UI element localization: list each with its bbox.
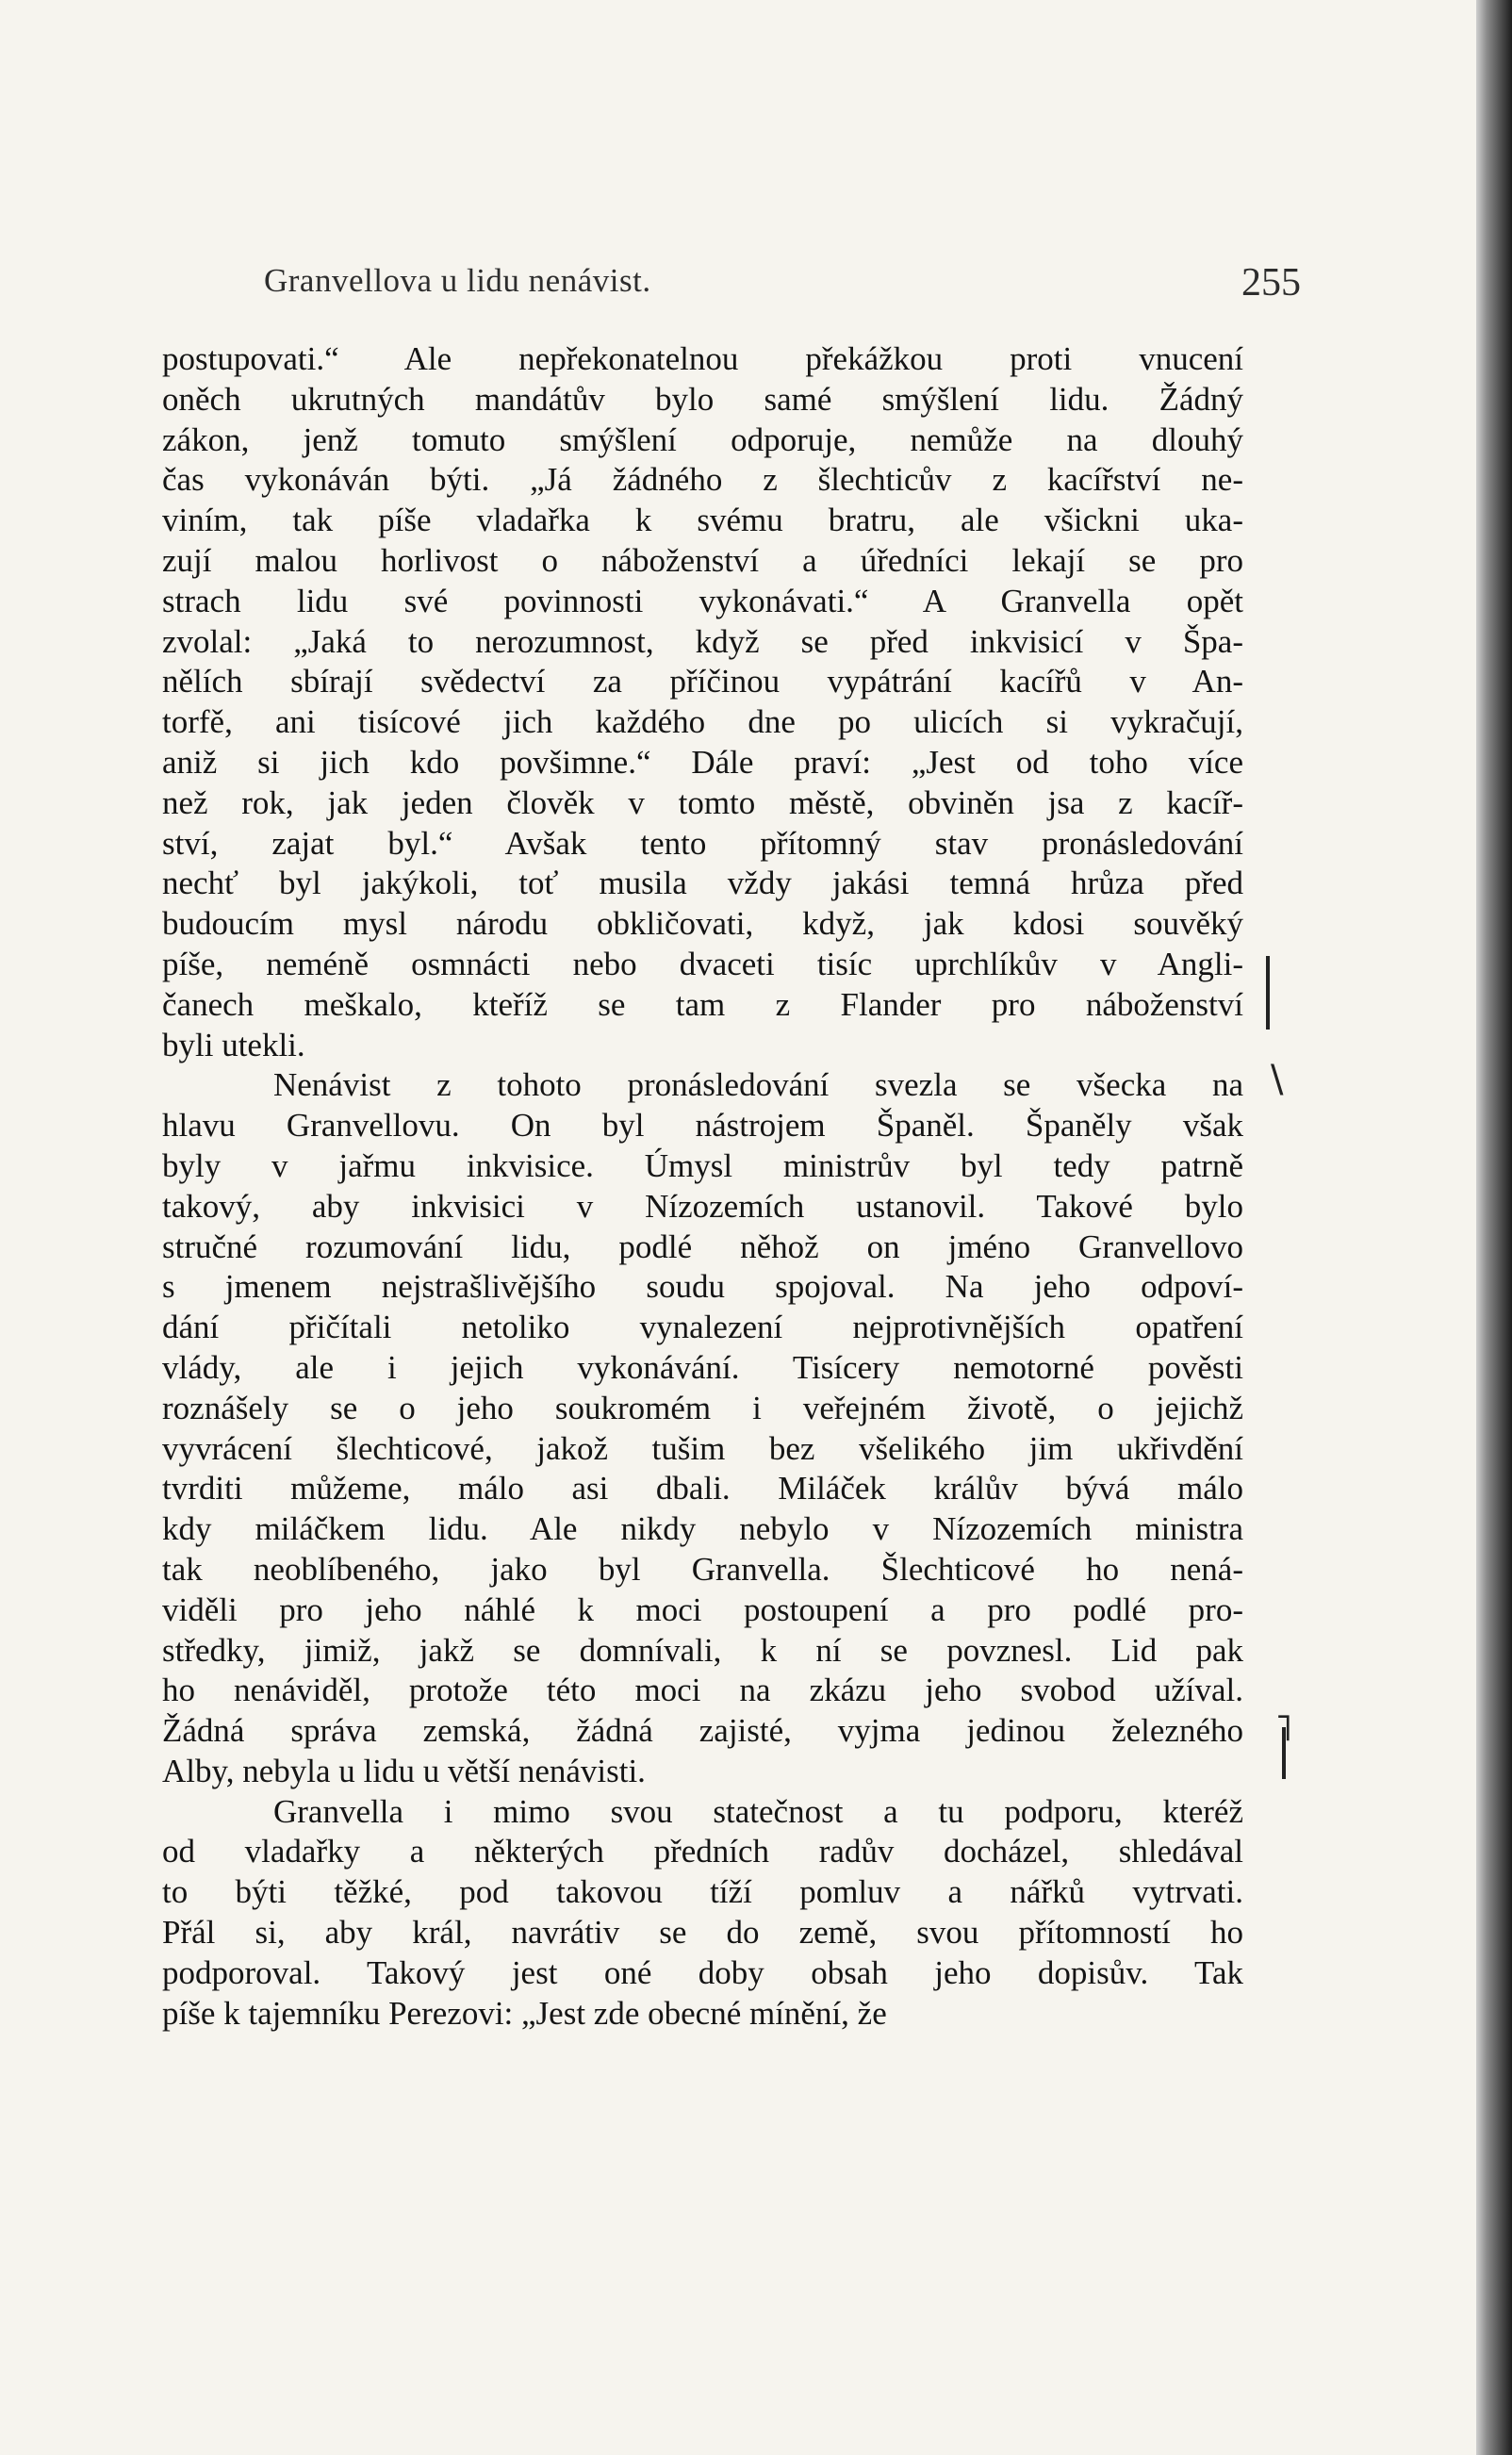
text-line: postupovati.“ Ale nepřekonatelnou překážkou proti vnucení bbox=[162, 340, 1243, 377]
text-line: dání přičítali netoliko vynalezení nejprotivnějších opatření bbox=[162, 1309, 1243, 1346]
text-line: viním, tak píše vladařka k svému bratru, ale všickni uka- bbox=[162, 502, 1243, 539]
body-text bbox=[162, 339, 1243, 2034]
text-line: byly v jařmu inkvisice. Úmysl ministrův byl tedy patrně bbox=[162, 1146, 1243, 1184]
text-line: tak neoblíbeného, jako byl Granvella. Šlechticové ho nená- bbox=[162, 1550, 1243, 1588]
text-line: Alby, nebyla u lidu u větší nenávisti. bbox=[162, 1752, 646, 1789]
margin-bracket bbox=[1257, 956, 1270, 1030]
text-line: tvrditi můžeme, málo asi dbali. Miláček králův bývá málo bbox=[162, 1470, 1243, 1508]
text-line: ho nenáviděl, protože této moci na zkázu jeho svobod užíval. bbox=[162, 1672, 1243, 1709]
text-line: zují malou horlivost o náboženství a úředníci lekají se pro bbox=[162, 541, 1243, 579]
text-line: to býti těžké, pod takovou tíží pomluv a nářků vytrvati. bbox=[162, 1873, 1243, 1911]
text-line: zvolal: „Jaká to nerozumnost, když se před inkvisicí v Špa- bbox=[162, 622, 1243, 660]
text-line: aniž si jich kdo povšimne.“ Dále praví: „Jest od toho více bbox=[162, 743, 1243, 781]
text-line: čanech meškalo, kteříž se tam z Flander pro náboženství bbox=[162, 985, 1243, 1023]
margin-bracket bbox=[1273, 1727, 1286, 1779]
text-line: od vladařky a některých předních radův docházel, shledával bbox=[162, 1833, 1243, 1870]
text-line: píše k tajemníku Perezovi: „Jest zde obecné mínění, že bbox=[162, 1994, 887, 2032]
text-line: kdy miláčkem lidu. Ale nikdy nebylo v Nízozemích ministra bbox=[162, 1510, 1243, 1548]
text-line: vyvrácení šlechticové, jakož tušim bez všelikého jim ukřivdění bbox=[162, 1429, 1243, 1467]
text-line: podporoval. Takový jest oné doby obsah jeho dopisův. Tak bbox=[162, 1953, 1243, 1991]
margin-tick-mark: \ bbox=[1271, 1058, 1284, 1101]
text-line: Nenávist z tohoto pronásledování svezla se všecka na bbox=[273, 1066, 1243, 1104]
text-line: nělích sbírají svědectví za příčinou vypátrání kacířů v An- bbox=[162, 663, 1243, 700]
text-line: než rok, jak jeden člověk v tomto městě, obviněn jsa z kacíř- bbox=[162, 783, 1243, 821]
text-line: budoucím mysl národu obkličovati, když, jak kdosi souvěký bbox=[162, 905, 1243, 943]
text-line: oněch ukrutných mandátův bylo samé smýšlení lidu. Žádný bbox=[162, 380, 1243, 418]
text-line: byli utekli. bbox=[162, 1026, 305, 1063]
text-line: strach lidu své povinnosti vykonávati.“ A Granvella opět bbox=[162, 582, 1243, 619]
page-number: 255 bbox=[1241, 261, 1301, 305]
running-head bbox=[264, 262, 1301, 309]
text-line: takový, aby inkvisici v Nízozemích ustanovil. Takové bylo bbox=[162, 1187, 1243, 1225]
text-line: Přál si, aby král, navrátiv se do země, svou přítomností ho bbox=[162, 1914, 1243, 1952]
text-line: nechť byl jakýkoli, toť musila vždy jakási temná hrůza před bbox=[162, 865, 1243, 902]
text-line: zákon, jenž tomuto smýšlení odporuje, nemůže na dlouhý bbox=[162, 420, 1243, 458]
page-edge bbox=[1476, 0, 1512, 2455]
running-head-title: Granvellova u lidu nenávist. bbox=[264, 262, 651, 299]
text-line: viděli pro jeho náhlé k moci postoupení a pro podlé pro- bbox=[162, 1590, 1243, 1628]
text-line: hlavu Granvellovu. On byl nástrojem Španěl. Španěly však bbox=[162, 1107, 1243, 1145]
margin-tick-mark: ˥ bbox=[1274, 1706, 1293, 1750]
text-line: torfě, ani tisícové jich každého dne po ulicích si vykračují, bbox=[162, 703, 1243, 741]
text-line: Granvella i mimo svou statečnost a tu podporu, kteréž bbox=[273, 1792, 1243, 1830]
text-line: vlády, ale i jejich vykonávání. Tisícery nemotorné pověsti bbox=[162, 1348, 1243, 1386]
text-line: stručné rozumování lidu, podlé něhož on jméno Granvellovo bbox=[162, 1228, 1243, 1265]
text-line: Žádná správa zemská, žádná zajisté, vyjma jedinou železného bbox=[162, 1712, 1243, 1750]
text-line: roznášely se o jeho soukromém i veřejném životě, o jejichž bbox=[162, 1389, 1243, 1426]
text-line: ství, zajat byl.“ Avšak tento přítomný stav pronásledování bbox=[162, 824, 1243, 862]
text-line: píše, neméně osmnácti nebo dvaceti tisíc uprchlíkův v Angli- bbox=[162, 945, 1243, 982]
text-line: s jmenem nejstrašlivějšího soudu spojoval. Na jeho odpoví- bbox=[162, 1268, 1243, 1306]
text-line: středky, jimiž, jakž se domnívali, k ní se povznesl. Lid pak bbox=[162, 1631, 1243, 1669]
text-line: čas vykonáván býti. „Já žádného z šlechticův z kacířství ne- bbox=[162, 461, 1243, 499]
